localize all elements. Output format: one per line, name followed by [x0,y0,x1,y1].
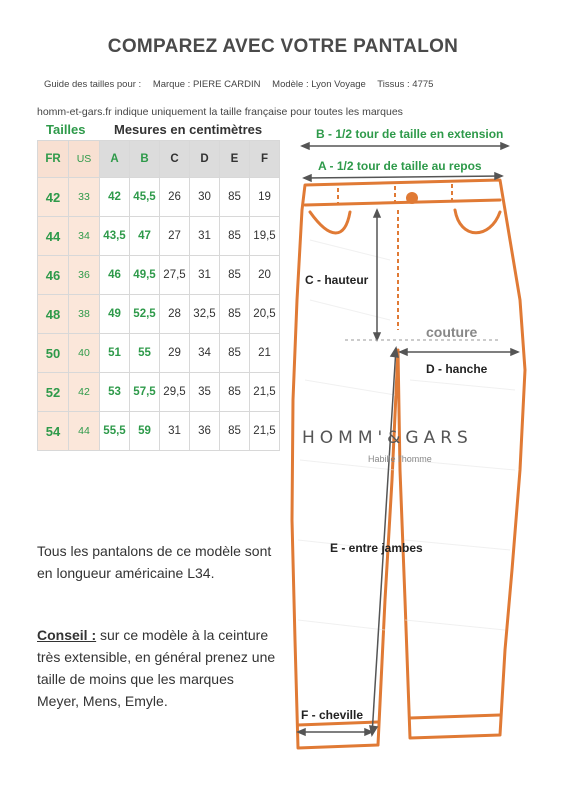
cell-f: 21 [250,334,280,373]
button-icon [406,192,418,204]
fabric-info: Tissus : 4775 [377,79,434,90]
cell-fr: 54 [38,412,69,451]
cell-a: 51 [100,334,130,373]
cell-f: 19,5 [250,217,280,256]
label-b: B - 1/2 tour de taille en extension [316,127,504,141]
cell-a: 55,5 [100,412,130,451]
cell-fr: 48 [38,295,69,334]
cell-a: 53 [100,373,130,412]
cell-c: 26 [160,178,190,217]
cell-c: 27 [160,217,190,256]
header-d: D [190,141,220,178]
header-b: B [130,141,160,178]
cell-e: 85 [220,256,250,295]
cell-fr: 46 [38,256,69,295]
advice-label: Conseil : [37,627,97,643]
cell-e: 85 [220,373,250,412]
cell-c: 28 [160,295,190,334]
cell-d: 32,5 [190,295,220,334]
label-c: C - hauteur [305,273,369,287]
header-e: E [220,141,250,178]
brand-info: Marque : PIERE CARDIN [152,79,261,90]
cell-fr: 44 [38,217,69,256]
header-f: F [250,141,280,178]
cell-a: 43,5 [100,217,130,256]
label-e: E - entre jambes [330,541,423,555]
label-f: F - cheville [301,708,364,722]
cell-e: 85 [220,295,250,334]
cell-fr: 42 [38,178,69,217]
cell-e: 85 [220,334,250,373]
header-fr: FR [38,141,69,178]
cell-f: 21,5 [250,373,280,412]
header-c: C [160,141,190,178]
cell-b: 55 [130,334,160,373]
cell-f: 20 [250,256,280,295]
brand-tagline: Habille l'homme [368,454,432,464]
cell-f: 21,5 [250,412,280,451]
cell-a: 42 [100,178,130,217]
cell-us: 42 [69,373,100,412]
cell-f: 19 [250,178,280,217]
mesures-heading: Mesures en centimètres [114,122,263,137]
cell-b: 49,5 [130,256,160,295]
measure-a-line [304,176,502,178]
cell-b: 47 [130,217,160,256]
cell-us: 40 [69,334,100,373]
cell-d: 31 [190,217,220,256]
tailles-heading: Tailles [46,122,86,137]
cell-us: 33 [69,178,100,217]
brand-logo: HOMM'&GARS [302,428,473,448]
size-note: homm-et-gars.fr indique uniquement la taille française pour toutes les marques [37,106,403,118]
advice-paragraph [37,624,277,712]
guide-label: Guide des tailles pour : [44,79,142,90]
cell-c: 31 [160,412,190,451]
cell-e: 85 [220,412,250,451]
cell-fr: 52 [38,373,69,412]
cell-c: 29 [160,334,190,373]
label-a: A - 1/2 tour de taille au repos [318,159,482,173]
cell-d: 31 [190,256,220,295]
pants-outline-icon [292,180,525,748]
cell-c: 29,5 [160,373,190,412]
cell-d: 36 [190,412,220,451]
label-d: D - hanche [426,362,488,376]
cell-a: 46 [100,256,130,295]
cell-b: 57,5 [130,373,160,412]
label-couture: couture [426,324,478,340]
cell-c: 27,5 [160,256,190,295]
cell-b: 52,5 [130,295,160,334]
cell-f: 20,5 [250,295,280,334]
cell-fr: 50 [38,334,69,373]
cell-us: 38 [69,295,100,334]
cell-us: 34 [69,217,100,256]
cell-d: 30 [190,178,220,217]
cell-d: 34 [190,334,220,373]
header-us: US [69,141,100,178]
cell-a: 49 [100,295,130,334]
model-info: Modèle : Lyon Voyage [272,79,366,90]
advice-text: sur ce modèle à la ceinture très extensible, en général prenez une taille de moins que les marques Meyer, Mens, Emyle. [37,627,276,709]
header-a: A [100,141,130,178]
cell-us: 36 [69,256,100,295]
cell-e: 85 [220,178,250,217]
cell-b: 59 [130,412,160,451]
cell-e: 85 [220,217,250,256]
cell-us: 44 [69,412,100,451]
page-title: COMPAREZ AVEC VOTRE PANTALON [107,36,459,57]
length-paragraph: Tous les pantalons de ce modèle sont en longueur américaine L34. [37,543,272,581]
cell-d: 35 [190,373,220,412]
cell-b: 45,5 [130,178,160,217]
